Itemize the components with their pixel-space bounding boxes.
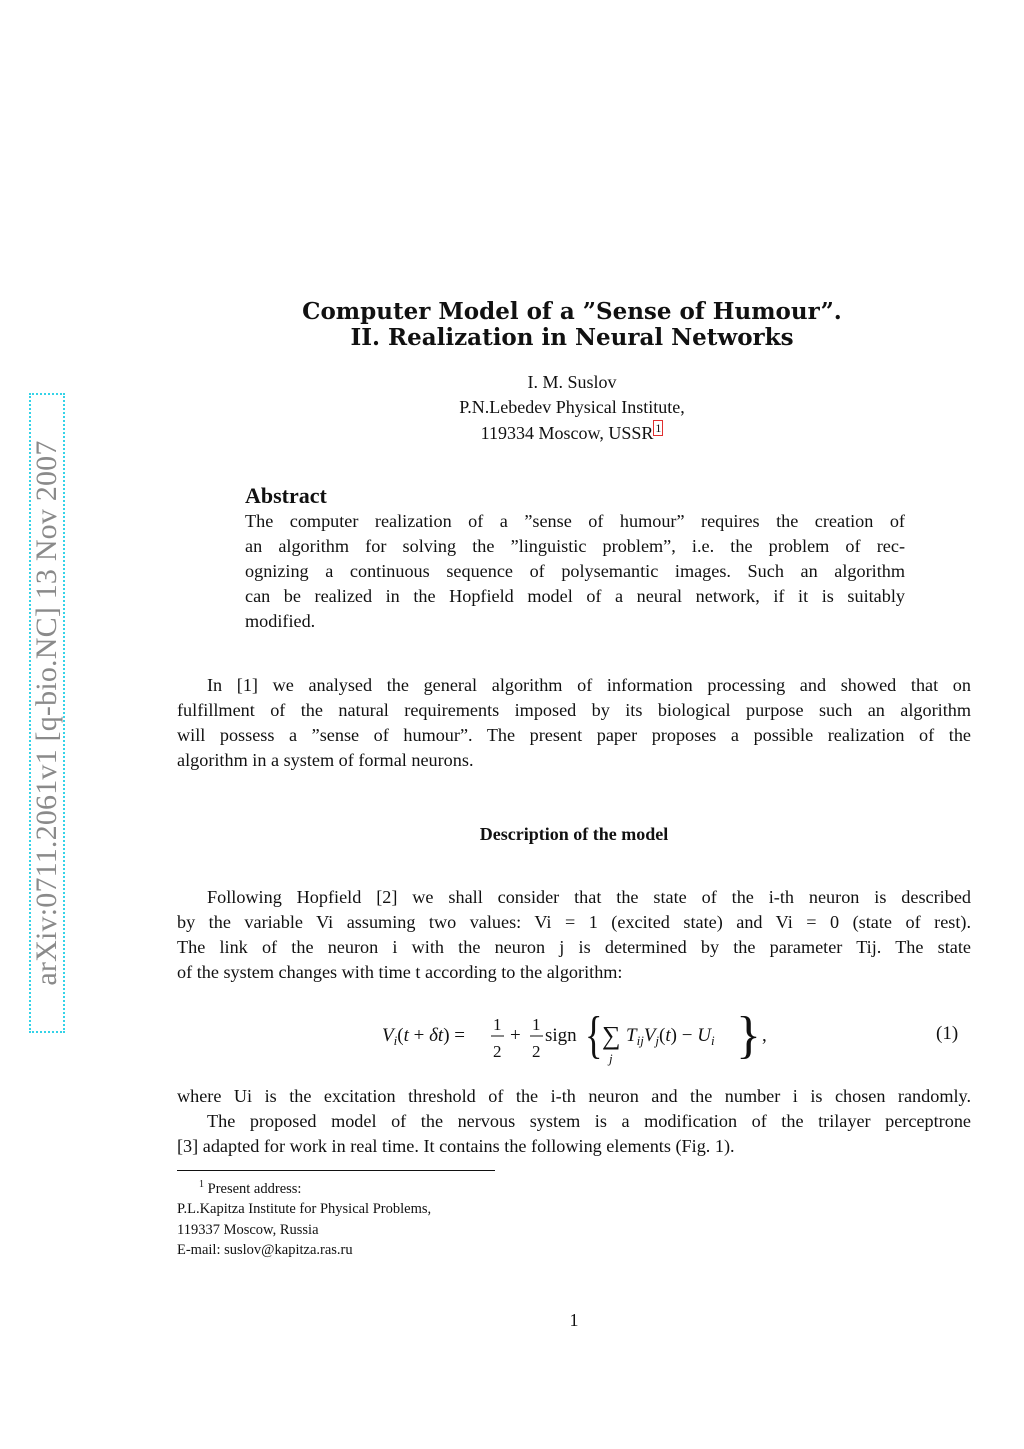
section-line: where Ui is the excitation threshold of the i-th neuron and the number i is chosen randomly.: [177, 1086, 971, 1106]
footnote-text: Present address:: [207, 1180, 302, 1197]
section-line: The link of the neuron i with the neuron j is determined by the parameter Tij. The state: [177, 937, 971, 957]
arxiv-id: arXiv:0711.2061v1 [q-bio.NC] 13 Nov 2007: [30, 440, 63, 986]
section-line: by the variable Vi assuming two values: Vi = 1 (excited state) and Vi = 0 (state of rest).: [177, 912, 971, 932]
svg-text:,: ,: [762, 1025, 767, 1046]
section-heading: Description of the model: [479, 824, 669, 844]
intro-line: In [1] we analysed the general algorithm of information processing and showed that on: [207, 675, 971, 695]
author: I. M. Suslov: [527, 372, 617, 392]
footnote-link[interactable]: 1: [655, 421, 662, 435]
footnote-line: P.L.Kapitza Institute for Physical Problems,: [177, 1201, 432, 1218]
equation-number: (1): [936, 1023, 959, 1044]
equation-1: [380, 1000, 780, 1070]
intro-line: will possess a ”sense of humour”. The present paper proposes a possible realization of the: [177, 725, 971, 745]
intro-line: fulfillment of the natural requirements imposed by its biological purpose such an algorithm: [177, 700, 971, 720]
svg-text:sign: sign: [545, 1025, 577, 1046]
footnote-mark: 1: [199, 1179, 204, 1190]
footnote-line-1: [177, 1175, 677, 1199]
title-line-2: II. Realization in Neural Networks: [350, 324, 794, 351]
intro-line: algorithm in a system of formal neurons.: [177, 750, 474, 770]
footnote-line: 119337 Moscow, Russia: [177, 1221, 319, 1238]
footnote: [177, 1175, 677, 1261]
page-number: 1: [569, 1310, 579, 1330]
intro-paragraph: [177, 673, 971, 773]
abstract-heading: Abstract: [245, 483, 327, 508]
svg-text:2: 2: [493, 1042, 502, 1061]
svg-text:1: 1: [493, 1015, 502, 1034]
equation-graphic: [380, 1000, 780, 1070]
svg-text:1: 1: [532, 1015, 541, 1034]
address: [0, 422, 1024, 444]
svg-text:TijVj(t) − Ui: $T_{ij}V_j(t) - U_i$: [626, 1025, 715, 1048]
svg-text:2: 2: [532, 1042, 541, 1061]
footnote-line: E-mail: suslov@kapitza.ras.ru: [177, 1242, 353, 1259]
abstract-line: ognizing a continuous sequence of polysemantic images. Such an algorithm: [245, 561, 905, 581]
section-line: of the system changes with time t according to the algorithm:: [177, 962, 623, 982]
svg-text:{: {: [585, 1005, 603, 1064]
abstract-line: can be realized in the Hopfield model of a neural network, if it is suitably: [245, 586, 905, 606]
title-line-1: Computer Model of a ”Sense of Humour”.: [302, 298, 842, 325]
svg-text:j: j: [609, 1051, 613, 1066]
abstract-line: modified.: [245, 611, 316, 631]
section-paragraph-1: [177, 885, 971, 985]
section-line: The proposed model of the nervous system is a modification of the trilayer perceptrone: [207, 1111, 971, 1131]
arxiv-stamp: [29, 393, 65, 1033]
footnote-rule: [177, 1170, 495, 1171]
svg-text:∑: ∑: [602, 1021, 621, 1050]
section-line: [3] adapted for work in real time. It contains the following elements (Fig. 1).: [177, 1136, 735, 1156]
svg-text:}: }: [736, 1007, 761, 1064]
svg-text:Vi(t + δt) =: $V_i(t + \delta t)$ =: [382, 1025, 465, 1048]
abstract-body: [245, 509, 905, 634]
section-line: Following Hopfield [2] we shall consider that the state of the i-th neuron is described: [207, 887, 971, 907]
affiliation: P.N.Lebedev Physical Institute,: [459, 397, 685, 417]
abstract-line: The computer realization of a ”sense of humour” requires the creation of: [245, 511, 905, 531]
abstract-line: an algorithm for solving the ”linguistic problem”, i.e. the problem of rec-: [245, 536, 905, 556]
section-paragraph-2: [177, 1084, 971, 1159]
svg-text:+: +: [510, 1025, 521, 1046]
address-text: 119334 Moscow, USSR: [480, 423, 654, 443]
